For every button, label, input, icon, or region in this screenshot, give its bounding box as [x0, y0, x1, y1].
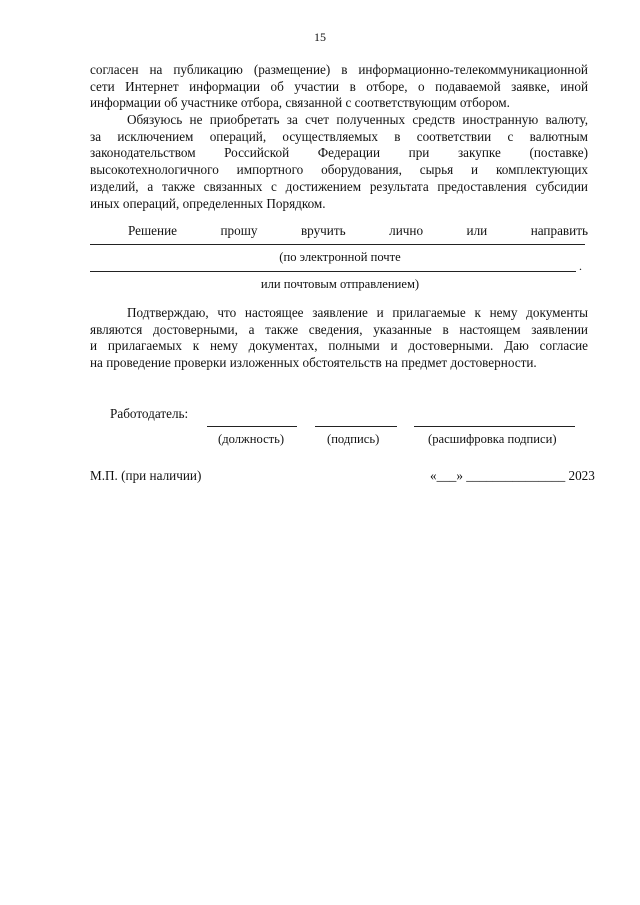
text-line: законодательством Российской Федерации при закупке (поставке) [90, 145, 588, 161]
text-line: являются достоверными, а также сведения, указанные в настоящем заявлении [90, 321, 588, 337]
text-line: и прилагаемых к нему документах, полными и достоверными. Даю согласие [90, 338, 588, 354]
text-line: за исключением операций, осуществляемых в соответствии с валютным [90, 128, 588, 144]
currency-obligation-paragraph [90, 112, 588, 212]
employer-label: Работодатель: [110, 406, 189, 421]
text-line: Обязуюсь не приобретать за счет полученных средств иностранную валюту, [127, 112, 588, 127]
text-line: изделий, а также связанных с достижением результата предоставления субсидии [90, 178, 588, 194]
decoding-caption: (расшифровка подписи) [428, 432, 557, 446]
text-line: согласен на публикацию (размещение) в информационно-телекоммуникационной [90, 62, 588, 77]
text-line: высокотехнологичного импортного оборудования, сырья и комплектующих [90, 162, 588, 178]
text-line: информации об участнике отбора, связанной с соответствующим отбором. [90, 95, 510, 111]
position-blank-line[interactable] [207, 426, 297, 427]
decision-word: лично [389, 223, 424, 238]
decision-word: прошу [220, 223, 258, 238]
signature-blank-line[interactable] [315, 426, 397, 427]
text-line: Подтверждаю, что настоящее заявление и прилагаемые к нему документы [127, 305, 588, 320]
trailing-dot: . [579, 259, 582, 273]
decoding-blank-line[interactable] [414, 426, 575, 427]
page-number: 15 [314, 30, 326, 44]
position-caption: (должность) [218, 432, 285, 446]
decision-word: Решение [128, 223, 177, 238]
consent-paragraph [90, 62, 588, 112]
seal-label: М.П. (при наличии) [90, 468, 202, 483]
post-caption: или почтовым отправлением) [260, 277, 420, 291]
decision-word: вручить [300, 223, 346, 238]
post-blank-line[interactable] [90, 271, 576, 272]
decision-line [90, 223, 588, 239]
date-field[interactable]: «___» _______________ 2023 [430, 468, 595, 483]
confirmation-paragraph [90, 305, 588, 372]
email-caption: (по электронной почте [279, 250, 401, 264]
decision-word: или [466, 223, 488, 238]
text-line: на проведение проверки изложенных обстоятельств на предмет достоверности. [90, 355, 537, 371]
email-blank-line[interactable] [90, 244, 585, 245]
decision-word: направить [530, 223, 588, 238]
text-line: иных операций, определенных Порядком. [90, 195, 326, 211]
signature-caption: (подпись) [327, 432, 380, 446]
text-line: сети Интернет информации об участии в отборе, о подаваемой заявке, иной [90, 78, 588, 94]
